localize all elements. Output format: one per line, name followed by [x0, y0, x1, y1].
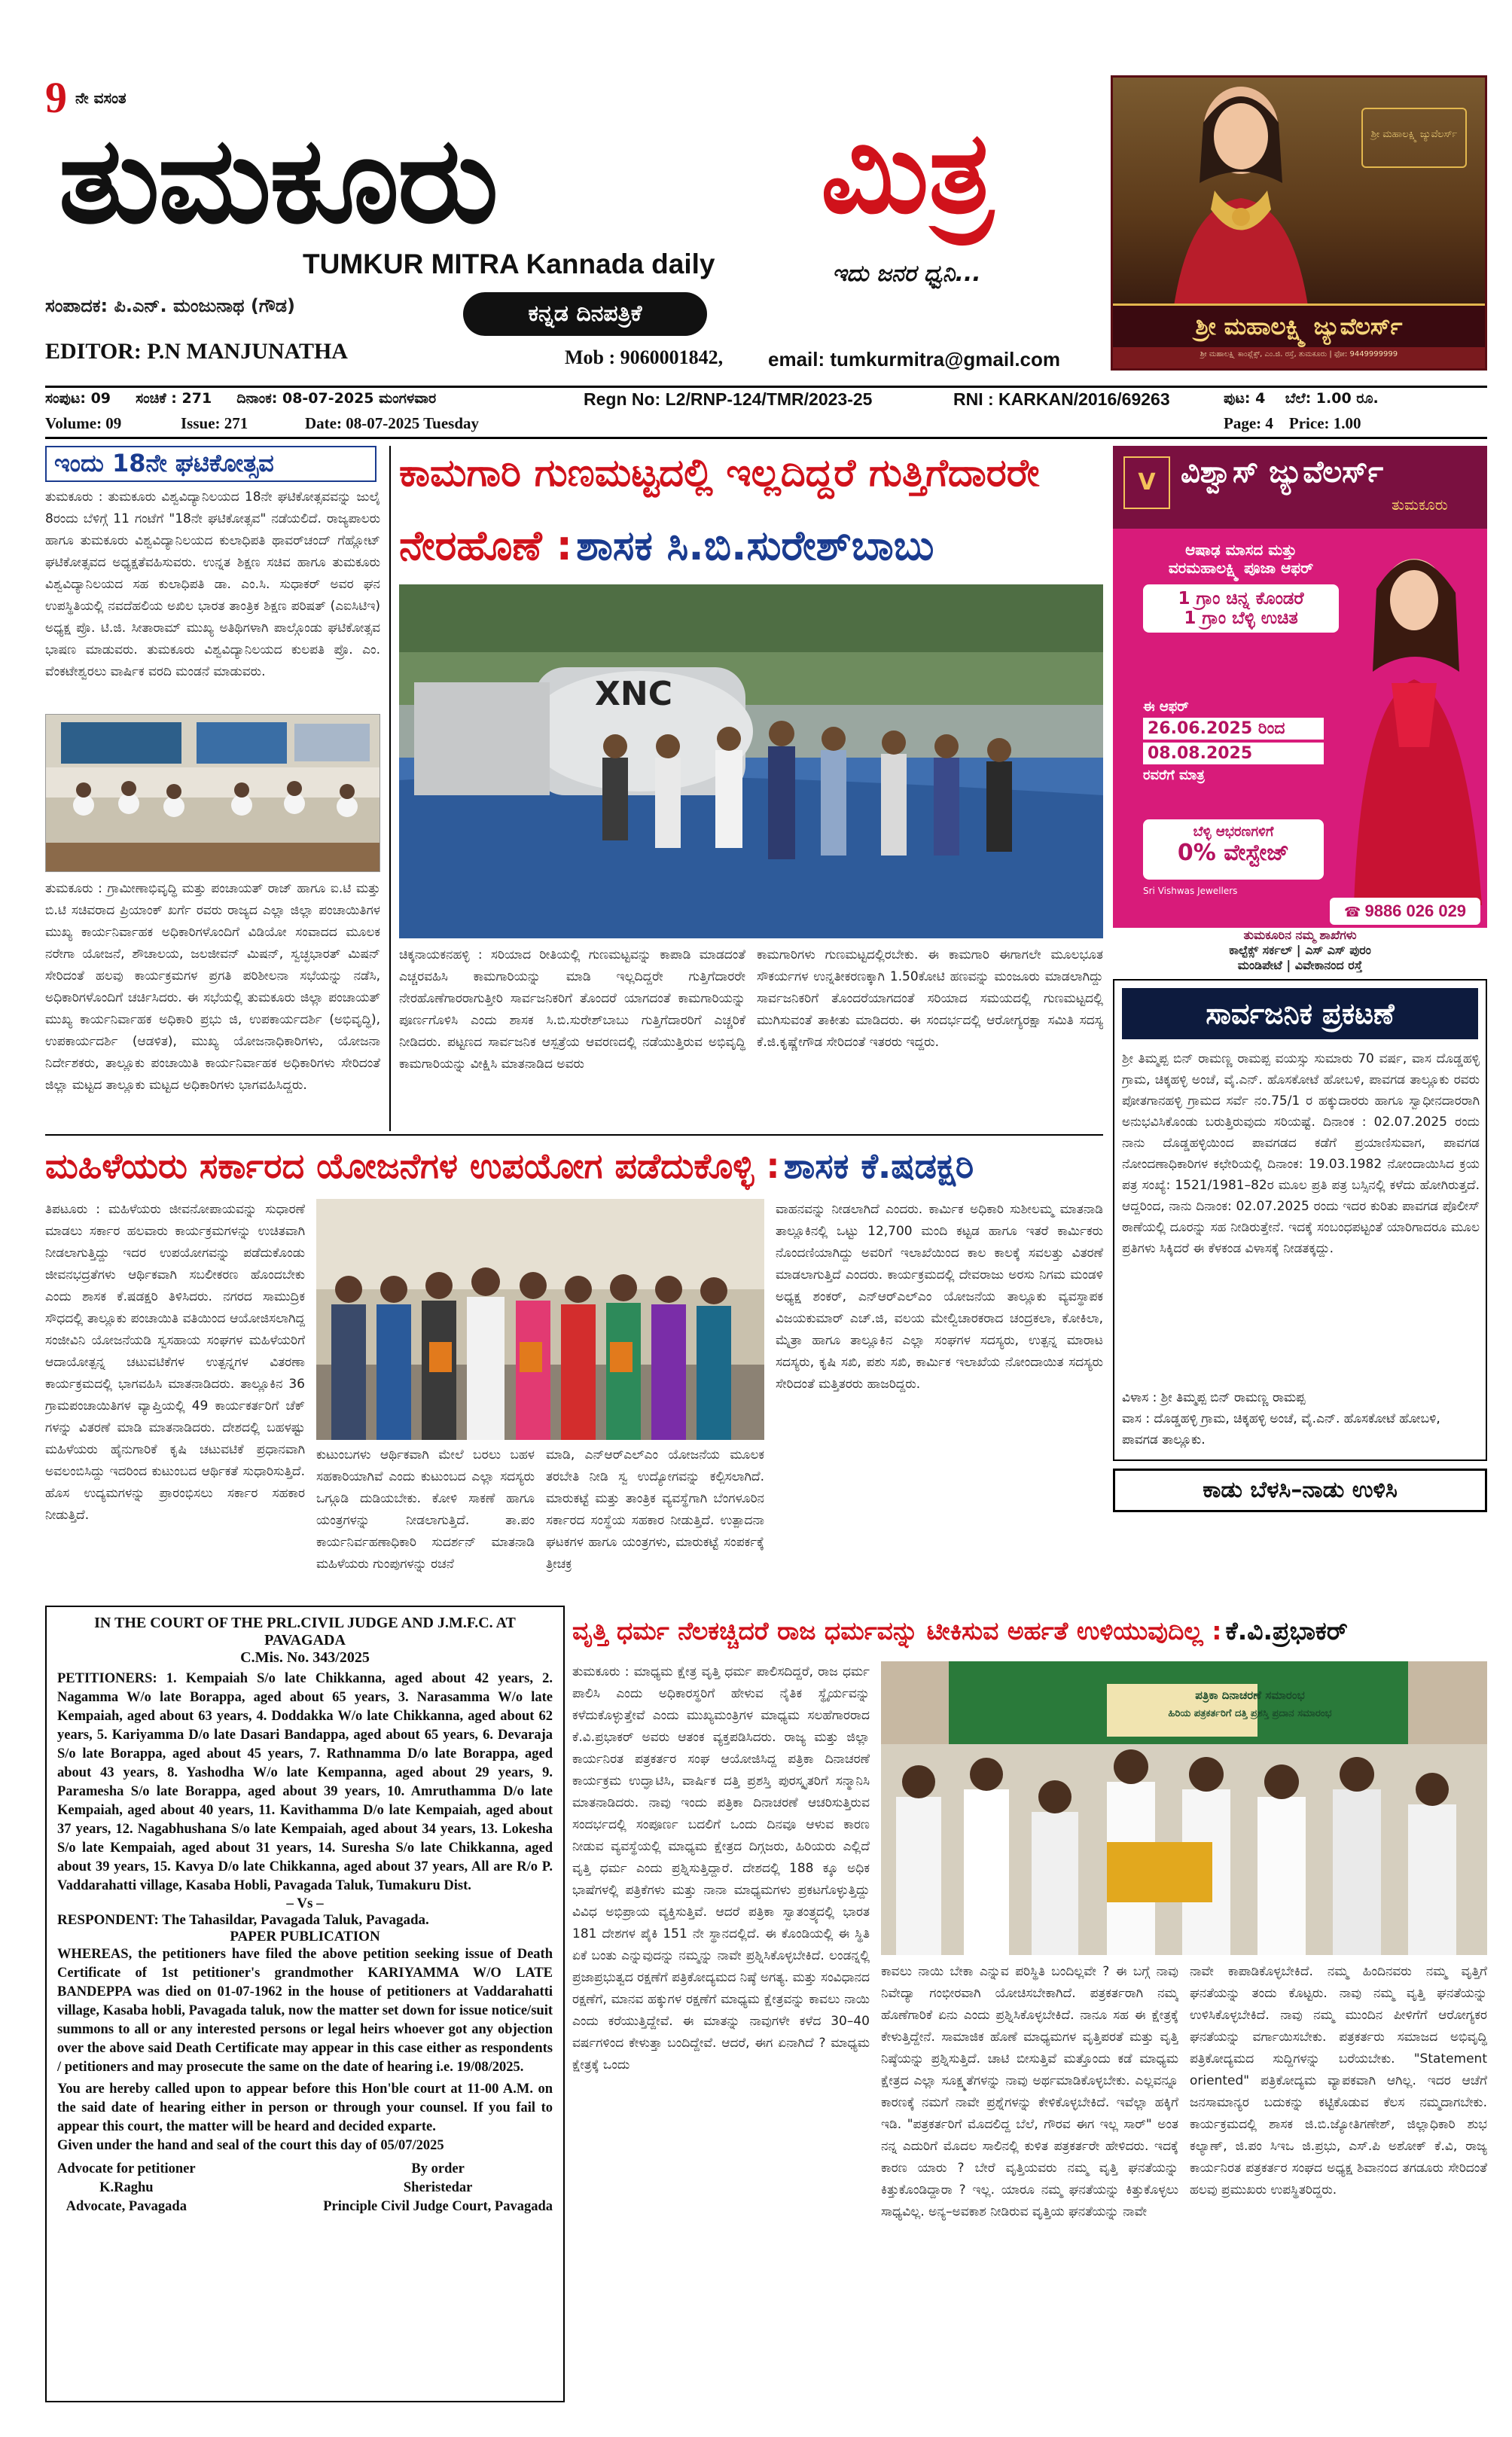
vishwas-offer-big1: 1 ಗ್ರಾಂ ಚಿನ್ನ ಕೊಂಡರೆ [1178, 589, 1304, 608]
story3-photo [316, 1199, 764, 1440]
story2-col1: ಚಿಕ್ಕನಾಯಕನಹಳ್ಳಿ : ಸರಿಯಾದ ರೀತಿಯಲ್ಲಿ ಗುಣಮಟ್ಟವನ್ನು ಕಾಪಾಡಿ ಮಾಡದಂತೆ ಎಚ್ಚರವಹಿಸಿ ಕಾಮಗಾರಿಯನ್ನು ಮಾಡಿ ಇಲ್ಲದಿದ್ದರೇ ಗುತ್ತಿಗೆದಾರರೇ ನೇರಹೊಣೆಗಾರರಾಗುತ್ತೀರಿ ಸಾರ್ವಜನಿಕರಿಗೆ ತೊಂದರೆ ಯಾಗದಂತೆ ಕಾಮಗಾರಿಯನ್ನು ಪೂರ್ಣಗೊಳಿಸಿ ಎಂದು ಶಾಸಕ ಸಿ.ಬಿ.ಸುರೇಶ್‌ಬಾಬು ಗುತ್ತಿಗೆದಾರರಿಗೆ ಎಚ್ಚರಿಕೆ ನೀಡಿದರು. ಪಟ್ಟಣದ ಸಾರ್ವಜನಿಕ ಆಸ್ಪತ್ರೆಯ ಆವರಣದಲ್ಲಿ ನಡೆಯುತ್ತಿರುವ ಅಭಿವೃದ್ಧಿ ಕಾಮಗಾರಿಯನ್ನು ವೀಕ್ಷಿಸಿ ಮಾತನಾಡಿದ ಅವರು [399, 947, 745, 1072]
court-whereas: WHEREAS, the petitioners have filed the above petition seeking issue of Death Certificate of 1st petitioner's grandmother KARIYAMMA W/O LATE BANDEPPA was died on 01-07-1962 in the house of petitioners at Vaddarahatti village, Kasaba hobli, Pavagada taluk, now the matter set down for issue notice/suit summons to all or any interested persons or legal heirs whoever got any objection over the above said Death Certificate may appear in this case either as respondents / petitioners and may prosecute the same on the date of hearing i.e. 19/08/2025. [57, 1947, 553, 2075]
daily-badge [463, 292, 707, 336]
story4-col1: ತುಮಕೂರು : ಮಾಧ್ಯಮ ಕ್ಷೇತ್ರ ವೃತ್ತಿ ಧರ್ಮ ಪಾಲಿಸದಿದ್ದರೆ, ರಾಜ ಧರ್ಮ ಪಾಲಿಸಿ ಎಂದು ಅಧಿಕಾರಸ್ಥರಿಗೆ ಹೇಳುವ ನೈತಿಕ ಸ್ಥೈರ್ಯವನ್ನು ಕಳೆದುಕೊಳ್ಳುತ್ತೇವೆ ಎಂದು ಮುಖ್ಯಮಂತ್ರಿಗಳ ಮಾಧ್ಯಮ ಸಲಹೆಗಾರರಾದ ಕೆ.ವಿ.ಪ್ರಭಾಕರ್ ಅವರು ಆತಂಕ ವ್ಯಕ್ತಪಡಿಸಿದರು. ರಾಜ್ಯ ಮತ್ತು ಜಿಲ್ಲಾ ಕಾರ್ಯನಿರತ ಪತ್ರಕರ್ತರ ಸಂಘ ಆಯೋಜಿಸಿದ್ದ ಪತ್ರಿಕಾ ದಿನಾಚರಣೆ ಕಾರ್ಯಕ್ರಮ ಉದ್ಘಾಟಿಸಿ, ವಾರ್ಷಿಕ ದತ್ತಿ ಪ್ರಶಸ್ತಿ ಪುರಸ್ಕೃತರಿಗೆ ಸನ್ಮಾನಿಸಿ ಮಾತನಾಡಿದರು. ನಾವು ಇಂದು ಪತ್ರಿಕಾ ದಿನಾಚರಣೆ ಆಚರಿಸುತ್ತಿರುವ ಸಂದರ್ಭದಲ್ಲಿ ಸಂಪೂರ್ಣ ಬದಲಿಗೆ ಒಂದು ದಿನವೂ ಆಳುವ ಕಾರಣ ನೀಡುವ ವ್ಯವಸ್ಥೆಯಲ್ಲಿ ಮಾಧ್ಯಮ ಕ್ಷೇತ್ರದ ದಿಗ್ಗಜರು, ಹಿರಿಯರು ಎಲ್ಲಿದೆ ವೃತ್ತಿ ಧರ್ಮ ಎಂದು ಪ್ರಶ್ನಿಸುತ್ತಿದ್ದಾರೆ. ದೇಶದಲ್ಲಿ 188 ಕ್ಕೂ ಅಧಿಕ ಭಾಷೆಗಳಲ್ಲಿ ಪತ್ರಿಕೆಗಳು ಮತ್ತು ನಾನಾ ಮಾಧ್ಯಮಗಳು ಪ್ರಕಟಗೊಳ್ಳುತ್ತಿದ್ದು ವಿವಿಧ ಅಭಿಪ್ರಾಯ ವ್ಯಕ್ತಿಸುತ್ತಿವೆ. ಆದರೆ ಪತ್ರಿಕಾ ಸ್ವಾತಂತ್ರ್ಯದಲ್ಲಿ ಭಾರತ 181 ದೇಶಗಳ ಪೈಕಿ 151 ನೇ ಸ್ಥಾನದಲ್ಲಿದೆ. ಈ ಕೊಂಡಿಯಲ್ಲಿ ಈ ಸ್ಥಿತಿ ಏಕೆ ಬಂತು ಎನ್ನುವುದನ್ನು ನಮ್ಮನ್ನು ನಾವೇ ಪ್ರಶ್ನಿಸಿಕೊಳ್ಳಬೇಕಿದೆ. ಲಂಡನ್ನಲ್ಲಿ ಪ್ರಜಾಪ್ರಭುತ್ವದ ರಕ್ಷಣೆಗೆ ಪತ್ರಿಕೋದ್ಯಮದ ನಿಷ್ಠೆ ಅಗತ್ಯ. ಮತ್ತು ಸಂವಿಧಾನದ ರಕ್ಷಣೆಗೆ, ಮಾನವ ಹಕ್ಕುಗಳ ರಕ್ಷಣೆಗೆ ಮಾಧ್ಯಮ ಕ್ಷೇತ್ರವನ್ನು ಕಾವಲು ನಾಯಿ ಎಂದು ಕರೆಯುತ್ತಿದ್ದೇವೆ. ಈ ಮಾತನ್ನು ನಾವುಗಳೇ ಕಳೆದ 30–40 ವರ್ಷಗಳಿಂದ ಕೇಳುತ್ತಾ ಬಂದಿದ್ದೇವೆ. ಆದರೆ, ಈಗ ಏನಾಗಿದೆ ? ಮಾಧ್ಯಮ ಕ್ಷೇತ್ರಕ್ಕೆ ಒಂದು [572, 1664, 870, 2073]
story2-construction-photo [399, 584, 1103, 938]
court-paper-publication: PAPER PUBLICATION [230, 1929, 380, 1944]
volume-en: Volume: 09 [45, 414, 122, 432]
masthead-title-kannada: ತುಮಕೂರು [59, 111, 497, 250]
court-order-place: Principle Civil Judge Court, Pavagada [323, 2199, 553, 2214]
editor-kannada: ಸಂಪಾದಕ: ಪಿ.ಎನ್. ಮಂಜುನಾಥ (ಗೌಡ) [45, 295, 296, 316]
vishwas-jewellers-ad [1113, 446, 1487, 973]
story1-headline-box [45, 446, 376, 482]
vishwas-offer-line2: ವರಮಹಾಲಕ್ಷ್ಮಿ ಪೂಜಾ ಆಫರ್ [1168, 559, 1314, 577]
story4-headline-b: ಕೆ.ವಿ.ಪ್ರಭಾಕರ್ [1225, 1616, 1348, 1646]
story2-headline-line2 [399, 518, 934, 584]
dateline-top-rule [45, 386, 1487, 388]
court-hereby: You are hereby called upon to appear before this Hon'ble court at 11-00 A.M. on the said date of hearing either in person or through your counsel. If you fail to appear this court, the matter will be heard and decided exparte. [57, 2082, 553, 2134]
ad-address: ಶ್ರೀ ಮಹಾಲಕ್ಷ್ಮಿ ಕಾಂಪ್ಲೆಕ್ಸ್, ಎಂ.ಜಿ. ರಸ್ತೆ, ತುಮಕೂರು | ಫೋ: 9449999999 [1200, 350, 1398, 358]
date-en: Date: 08-07-2025 Tuesday [305, 414, 480, 432]
story4-headline [572, 1606, 1348, 1661]
public-notice-heading-box [1122, 988, 1478, 1039]
meeting-photo-image [46, 715, 380, 872]
edition-number: 9 [45, 73, 67, 122]
public-notice-body: ಶ್ರೀ ತಿಮ್ಮಪ್ಪ ಬಿನ್ ರಾಮಣ್ಣ ರಾಮಪ್ಪ ವಯಸ್ಸು ಸುಮಾರು 70 ವರ್ಷ, ವಾಸ ದೊಡ್ಡಹಳ್ಳಿ ಗ್ರಾಮ, ಚಿಕ್ಕಹಳ್ಳಿ ಅಂಚೆ, ವೈ.ಎನ್. ಹೊಸಕೋಟೆ ಹೋಬಳಿ, ಪಾವಗಡ ತಾಲ್ಲೂಕು ರವರು ಪೋತಗಾನಹಳ್ಳಿ ಗ್ರಾಮದ ಸರ್ವೆ ನಂ.75/1 ರ ಹಕ್ಕುದಾರರು ಹಾಗೂ ಸ್ವಾಧೀನದಾರರಾಗಿ ಅನುಭವಿಸಿಕೊಂಡು ಬರುತ್ತಿರುವುದು ಸರಿಯಷ್ಟೆ. ದಿನಾಂಕ : 02.07.2025 ರಂದು ನಾನು ದೊಡ್ಡಹಳ್ಳಿಯಿಂದ ಪಾವಗಡದ ಕಡೆಗೆ ಪ್ರಯಾಣಿಸುವಾಗ, ಪಾವಗಡ ನೋಂದಣಾಧಿಕಾರಿಗಳ ಕಛೇರಿಯಲ್ಲಿ ದಿನಾಂಕ: 19.03.1982 ನೋಂದಾಯಿಸಿದ ಕ್ರಯ ಪತ್ರ ಸಂಖ್ಯೆ: 1521/1981–82ರ ಮೂಲ ಪ್ರತಿ ಪತ್ರ ಬಸ್ಸಿನಲ್ಲಿ ಕಳೆದು ಹೋಗಿರುತ್ತದೆ. ಆದ್ದರಿಂದ, ನಾನು ದಿನಾಂಕ: 02.07.2025 ರಂದು ಇದರ ಕುರಿತು ಪಾವಗಡ ಪೊಲೀಸ್ ಠಾಣೆಯಲ್ಲಿ ದೂರನ್ನು ಸಹ ನೀಡಿರುತ್ತೇನೆ. ಇದಕ್ಕೆ ಸಂಬಂಧಪಟ್ಟಂತೆ ಯಾರಿಗಾದರೂ ಮೂಲ ಪ್ರತಿಗಳು ಸಿಕ್ಕಿದರೆ ಈ ಕೆಳಕಂಡ ವಿಳಾಸಕ್ಕೆ ನೀಡತಕ್ಕದ್ದು. [1122, 1051, 1480, 1256]
story1-meeting-photo [45, 714, 380, 872]
story3-col2: ಕುಟುಂಬಗಳು ಆರ್ಥಿಕವಾಗಿ ಮೇಲೆ ಬರಲು ಬಹಳ ಸಹಕಾರಿಯಾಗಿವೆ ಎಂದು ಕುಟುಂಬದ ಎಲ್ಲಾ ಸದಸ್ಯರು ಒಗ್ಗೂಡಿ ದುಡಿಯಬೇಕು. ಕೋಳಿ ಸಾಕಣೆ ಹಾಗೂ ಯಂತ್ರಗಳನ್ನು ನೀಡಲಾಗುತ್ತಿದೆ. ತಾ.ಪಂ ಕಾರ್ಯನಿರ್ವಹಣಾಧಿಕಾರಿ ಸುದರ್ಶನ್ ಮಾತನಾಡಿ ಮಹಿಳೆಯರು ಗುಂಪುಗಳನ್ನು ರಚನೆ [316, 1447, 535, 1572]
dateline-bottom-rule [45, 437, 1487, 439]
photo-banner-line2: ಹಿರಿಯ ಪತ್ರಕರ್ತರಿಗೆ ದತ್ತಿ ಪ್ರಶಸ್ತಿ ಪ್ರದಾನ ಸಮಾರಂಭ [1168, 1708, 1332, 1719]
public-notice-address2: ವಾಸ : ದೊಡ್ಡಹಳ್ಳಿ ಗ್ರಾಮ, ಚಿಕ್ಕಹಳ್ಳಿ ಅಂಚೆ, ವೈ.ಎನ್. ಹೊಸಕೋಟೆ ಹೋಬಳಿ, ಪಾವಗಡ ತಾಲ್ಲೂಕು. [1122, 1411, 1440, 1447]
court-title1: IN THE COURT OF THE PRL.CIVIL JUDGE AND J.M.F.C. AT [94, 1615, 516, 1631]
court-signatures [57, 2160, 553, 2216]
story2-headline-line2a: ನೇರಹೊಣೆ : [399, 522, 573, 569]
court-order-block [323, 2160, 553, 2216]
registration-number: Regn No: L2/RNP-124/TMR/2023-25 [584, 389, 873, 409]
vishwas-branches [1113, 928, 1487, 973]
vishwas-offer-box [1143, 541, 1339, 684]
court-case-number: C.Mis. No. 343/2025 [240, 1649, 370, 1666]
page-price-en: Page: 4 Price: 1.00 [1224, 414, 1361, 432]
vishwas-branches-2: ಮಂಡಿಪೇಟೆ | ವಿವೇಕಾನಂದ ರಸ್ತೆ [1237, 958, 1363, 972]
story4-headline-a: ವೃತ್ತಿ ಧರ್ಮ ನೆಲಕಚ್ಚಿದರೆ ರಾಜ ಧರ್ಮವನ್ನು ಟೀಕಿಸುವ ಅರ್ಹತೆ ಉಳಿಯುವುದಿಲ್ಲ : [572, 1616, 1222, 1646]
story1-body2: ತುಮಕೂರು : ಗ್ರಾಮೀಣಾಭಿವೃದ್ಧಿ ಮತ್ತು ಪಂಚಾಯತ್ ರಾಜ್ ಹಾಗೂ ಐ.ಟಿ ಮತ್ತು ಬಿ.ಟಿ ಸಚಿವರಾದ ಪ್ರಿಯಾಂಕ್ ಖರ್ಗೆ ರವರು ರಾಜ್ಯದ ಎಲ್ಲಾ ಜಿಲ್ಲಾ ಪಂಚಾಯಿತಿಗಳ ಮುಖ್ಯ ಕಾರ್ಯನಿರ್ವಾಹಕ ಅಧಿಕಾರಿಗಳೊಂದಿಗೆ ವಿಡಿಯೋ ಸಂವಾದದ ಮೂಲಕ ನರೇಗಾ ಯೋಜನೆ, ಶೌಚಾಲಯ, ಜಲಜೀವನ್ ಮಿಷನ್, ಸ್ವಚ್ಛಭಾರತ್ ಮಿಷನ್ ಸೇರಿದಂತೆ ಹಲವು ಕಾರ್ಯಕ್ರಮಗಳ ಪ್ರಗತಿ ಪರಿಶೀಲನಾ ಸಭೆಯನ್ನು ನಡೆಸಿ, ಅಧಿಕಾರಿಗಳೊಂದಿಗೆ ಚರ್ಚಿಸಿದರು. ಈ ಸಭೆಯಲ್ಲಿ ತುಮಕೂರು ಜಿಲ್ಲಾ ಪಂಚಾಯತ್ ಮುಖ್ಯ ಕಾರ್ಯನಿರ್ವಾಹಕ ಅಧಿಕಾರಿ ಪ್ರಭು ಜಿ, ಉಪಕಾರ್ಯದರ್ಶಿ (ಅಭಿವೃದ್ಧಿ), ಉಪಕಾರ್ಯದರ್ಶಿ (ಆಡಳಿತ), ಮುಖ್ಯ ಯೋಜನಾಧಿಕಾರಿಗಳು, ಯೋಜನಾ ನಿರ್ದೇಶಕರು, ತಾಲ್ಲೂಕು ಪಂಚಾಯಿತಿ ಕಾರ್ಯನಿರ್ವಾಹಕ ಅಧಿಕಾರಿಗಳು ಸೇರಿದಂತೆ ಜಿಲ್ಲಾ ಮಟ್ಟದ ತಾಲ್ಲೂಕು ಮಟ್ಟದ ಅಧಿಕಾರಿಗಳು ಭಾಗವಹಿಸಿದ್ದರು. [45, 881, 380, 1093]
vishwas-period-tail: ರವರೆಗೆ ಮಾತ್ರ [1143, 767, 1205, 783]
vishwas-offer-line1: ಆಷಾಢ ಮಾಸದ ಮತ್ತು [1185, 541, 1297, 559]
vishwas-city: ತುಮಕೂರು [1392, 496, 1448, 514]
page-price-kannada: ಪುಟ: 4 ಬೆಲೆ: 1.00 ರೂ. [1224, 390, 1379, 407]
mobile-number: Mob : 9060001842, [565, 346, 724, 368]
press-day-event-image [881, 1661, 1487, 1955]
vishwas-period-head: ಈ ಆಫರ್ [1143, 699, 1189, 715]
women-program-photo-image [316, 1199, 764, 1440]
ad-logo-text: ಶ್ರೀ ಮಹಾಲಕ್ಷ್ಮಿ ಜ್ಯುವೆಲರ್ಸ್ [1370, 129, 1458, 140]
court-title2: PAVAGADA [264, 1632, 346, 1649]
vishwas-wastage: 0% ವೇಸ್ಟೇಜ್ [1177, 840, 1290, 866]
ad-brand-strip [1113, 303, 1485, 347]
story3-col4: ವಾಹನವನ್ನು ನೀಡಲಾಗಿದೆ ಎಂದರು. ಕಾರ್ಮಿಕ ಅಧಿಕಾರಿ ಸುಶೀಲಮ್ಮ ಮಾತನಾಡಿ ತಾಲ್ಲೂಕಿನಲ್ಲಿ ಒಟ್ಟು 12,700 ಮಂದಿ ಕಟ್ಟಡ ಹಾಗೂ ಇತರೆ ಕಾರ್ಮಿಕರು ನೊಂದಣಿಯಾಗಿದ್ದು ಅವರಿಗೆ ಇಲಾಖೆಯಿಂದ ಕಾಲ ಕಾಲಕ್ಕೆ ಸವಲತ್ತು ವಿತರಣೆ ಮಾಡಲಾಗುತ್ತಿದೆ ಎಂದರು. ಕಾರ್ಯಕ್ರಮದಲ್ಲಿ ದೇವರಾಜು ಅರಸು ನಿಗಮ ಮಂಡಳಿ ಅಧ್ಯಕ್ಷ ಶಂಕರ್, ಎನ್‌ಆರ್‌ಎಲ್‌ಎಂ ಯೋಜನೆಯ ತಾಲ್ಲೂಕು ವ್ಯವಸ್ಥಾಪಕ ವಿಜಯಕುಮಾರ್ ಎಚ್.ಜಿ, ವಲಯ ಮೇಲ್ವಿಚಾರಕರಾದ ಚಂದ್ರಕಲಾ, ಕೋಕಿಲಾ, ಮೈತ್ರಾ ಹಾಗೂ ತಾಲ್ಲೂಕಿನ ಎಲ್ಲಾ ಸಂಘಗಳ ಸದಸ್ಯರು, ಉತ್ಪನ್ನ ಮಾರಾಟ ಸದಸ್ಯರು, ಕೃಷಿ ಸಖಿ, ಪಶು ಸಖಿ, ಕಾರ್ಮಿಕ ಇಲಾಖೆಯ ನೋಂದಾಯಿತ ಸದಸ್ಯರು ಸೇರಿದಂತೆ ಮತ್ತಿತರರು ಹಾಜರಿದ್ದರು. [776, 1202, 1103, 1392]
editor-english: EDITOR: P.N MANJUNATHA [45, 339, 348, 364]
court-given: Given under the hand and seal of the court this day of 05/07/2025 [57, 2138, 444, 2153]
vishwas-small-text: Sri Vishwas Jewellers [1143, 886, 1238, 896]
story3-top-rule [45, 1134, 1103, 1136]
story2-headline-line1: ಕಾಮಗಾರಿ ಗುಣಮಟ್ಟದಲ್ಲಿ ಇಲ್ಲದಿದ್ದರೆ ಗುತ್ತಿಗೆದಾರರೇ [399, 451, 1040, 496]
vishwas-phone: 9886 026 029 [1364, 901, 1467, 920]
svg-text:XNC: XNC [595, 675, 673, 713]
court-advocate-name: K.Raghu [99, 2180, 154, 2195]
court-petitioners: PETITIONERS: 1. Kempaiah S/o late Chikkanna, aged about 42 years, 2. Nagamma W/o late Borappa, aged about 65 years, 3. Narasamma W/o late Kempaiah, aged about 63 years, 4. Doddakka W/o late Chikkanna, aged about 62 years, 5. Kariyamma D/o late Dasari Bandappa, aged about 65 years, 6. Devaraja S/o late Borappa, aged about 45 years, 7. Rathnamma D/o late Borappa, aged about 43 years, 8. Yashodha W/o late Kempanna, aged about 29 years, 9. Paramesha S/o late Borappa, aged about 39 years, 10. Amruthamma D/o late Kempaiah, aged about 40 years, 11. Kavithamma D/o late Kempaiah, aged about 37 years, 12. Nagabhushana S/o late Kempaiah, aged about 34 years, 13. Lokesha S/o late Kempaiah, aged about 31 years, 14. Suresha S/o late Chikkanna, aged about 39 years, 15. Kavya D/o late Chikkanna, aged about 37 years, All are R/o P. Vaddarahatti village, Kasaba Hobli, Pavagada Taluk, Tumakuru Dist. [57, 1671, 553, 1893]
column-rule-1 [389, 446, 391, 1131]
vishwas-date2: 08.08.2025 [1143, 743, 1324, 764]
public-notice [1113, 979, 1487, 1461]
vishwas-offer-badge [1143, 584, 1339, 633]
tagline: ಇದು ಜನರ ಧ್ವನಿ... [832, 261, 981, 287]
story4-col3: ನಾವೇ ಕಾಪಾಡಿಕೊಳ್ಳಬೇಕಿದೆ. ನಮ್ಮ ಹಿಂದಿನವರು ನಮ್ಮ ವೃತ್ತಿಗೆ ಘನತೆಯನ್ನು ತಂದು ಕೊಟ್ಟರು. ನಾವು ನಮ್ಮ ವೃತ್ತಿ ಘನತೆಯನ್ನು ಉಳಿಸಿಕೊಳ್ಳಬೇಕಿದೆ. ನಾವು ನಮ್ಮ ಮುಂದಿನ ಪೀಳಿಗೆಗೆ ಆರೋಗ್ಯಕರ ಘನತೆಯನ್ನು ವರ್ಗಾಯಿಸಬೇಕು. ಪತ್ರಕರ್ತರು ಸಮಾಜದ ಅಭಿವೃದ್ಧಿ ಪತ್ರಿಕೋದ್ಯಮದ ಸುದ್ದಿಗಳನ್ನು ಬರೆಯಬೇಕು. "Statement oriented" ಪತ್ರಿಕೋದ್ಯಮ ವ್ಯಾಪಕವಾಗಿ ಆಗಿಲ್ಲ. ಇದರ ಆಚೆಗೆ ಜನಸಾಮಾನ್ಯರ ಬದುಕನ್ನು ಕಟ್ಟಿಕೊಡುವ ಕೆಲಸ ನಮ್ಮದಾಗಬೇಕು. ಕಾರ್ಯಕ್ರಮದಲ್ಲಿ ಶಾಸಕ ಜಿ.ಬಿ.ಜ್ಯೋತಿಗಣೇಶ್, ಜಿಲ್ಲಾಧಿಕಾರಿ ಶುಭ ಕಲ್ಯಾಣ್, ಜಿ.ಪಂ ಸಿಇಒ ಜಿ.ಪ್ರಭು, ಎಸ್.ಪಿ ಅಶೋಕ್ ಕೆ.ವಿ, ರಾಜ್ಯ ಕಾರ್ಯನಿರತ ಪತ್ರಕರ್ತರ ಸಂಘದ ಅಧ್ಯಕ್ಷ ಶಿವಾನಂದ ತಗಡೂರು ಸೇರಿದಂತೆ ಹಲವು ಪ್ರಮುಖರು ಉಪಸ್ಥಿತರಿದ್ದರು. [1190, 1964, 1487, 2198]
story2-col2: ಕಾಮಗಾರಿಗಳು ಗುಣಮಟ್ಟದಲ್ಲಿರಬೇಕು. ಈ ಕಾಮಗಾರಿ ಈಗಾಗಲೇ ಮೂಲಭೂತ ಸೌಕರ್ಯಗಳ ಉನ್ನತೀಕರಣಕ್ಕಾಗಿ 1.50ಕೋಟಿ ಹಣವನ್ನು ಮಂಜೂರು ಮಾಡಲಾಗಿದ್ದು ಸಾರ್ವಜನಿಕರಿಗೆ ತೊಂದರೆಯಾಗದಂತೆ ಸರಿಯಾದ ಸಮಯದಲ್ಲಿ ಗುಣಮಟ್ಟದಲ್ಲಿ ಮುಗಿಸುವಂತೆ ತಾಕೀತು ಮಾಡಿದರು. ಈ ಸಂದರ್ಭದಲ್ಲಿ ಆರೋಗ್ಯರಕ್ಷಾ ಸಮಿತಿ ಸದಸ್ಯ ಕೆ.ಜಿ.ಕೃಷ್ಣೇಗೌಡ ಸೇರಿದಂತೆ ಇತರರು ಇದ್ದರು. [757, 947, 1103, 1050]
story3-headline-b: ಶಾಸಕ ಕೆ.ಷಡಕ್ಷರಿ [783, 1145, 974, 1186]
model-figure-image [1143, 78, 1339, 311]
rni-number: RNI : KARKAN/2016/69263 [953, 389, 1170, 409]
public-notice-heading: ಸಾರ್ವಜನಿಕ ಪ್ರಕಟಣೆ [1206, 997, 1395, 1030]
construction-photo-image [399, 584, 1103, 938]
daily-badge-label: ಕನ್ನಡ ದಿನಪತ್ರಿಕೆ [528, 300, 642, 327]
contact-email: email: tumkurmitra@gmail.com [768, 348, 1061, 371]
english-title: TUMKUR MITRA Kannada daily [303, 249, 715, 279]
slogan: ಕಾಡು ಬೆಳಸಿ–ನಾಡು ಉಳಿಸಿ [1203, 1477, 1398, 1503]
story3-headline-a: ಮಹಿಳೆಯರು ಸರ್ಕಾರದ ಯೋಜನೆಗಳ ಉಪಯೋಗ ಪಡೆದುಕೊಳ್ಳಿ : [45, 1145, 780, 1186]
court-vs: – Vs – [286, 1896, 324, 1911]
masthead [0, 0, 1107, 377]
masthead-title-mitra: ಮಿತ್ರ [821, 108, 994, 239]
court-notice [45, 1606, 565, 2402]
phone-icon: ☎ [1343, 904, 1361, 920]
court-order-head: By order [411, 2161, 465, 2176]
story4-event-photo [881, 1661, 1487, 1955]
vishwas-wastage-box [1143, 819, 1324, 880]
dateline-kannada: ಸಂಪುಟ: 09 ಸಂಚಿಕೆ : 271 ದಿನಾಂಕ: 08-07-2025 ಮಂಗಳವಾರ [45, 390, 437, 407]
public-notice-address1: ವಿಳಾಸ : ಶ್ರೀ ತಿಮ್ಮಪ್ಪ ಬಿನ್ ರಾಮಣ್ಣ ರಾಮಪ್ಪ [1122, 1390, 1306, 1405]
vishwas-date1: 26.06.2025 ರಿಂದ [1143, 718, 1324, 740]
court-advocate-head: Advocate for petitioner [57, 2161, 196, 2176]
photo-banner-line1: ಪತ್ರಿಕಾ ದಿನಾಚರಣೆ ಸಮಾರಂಭ [1195, 1688, 1305, 1702]
slogan-box [1113, 1469, 1487, 1512]
vishwas-branches-head: ತುಮಕೂರಿನ ನಮ್ಮ ಶಾಖೆಗಳು [1243, 928, 1357, 942]
vishwas-logo: V [1123, 456, 1170, 509]
story2-headline-line2b: ಶಾಸಕ ಸಿ.ಬಿ.ಸುರೇಶ್‌ಬಾಬು [576, 522, 934, 569]
story3-headline [45, 1137, 974, 1203]
vishwas-model-image [1331, 529, 1487, 905]
vishwas-wastage-label: ಬೆಳ್ಳಿ ಆಭರಣಗಳಿಗೆ [1193, 824, 1274, 840]
court-advocate-block [57, 2160, 196, 2216]
ad-brand-name: ಶ್ರೀ ಮಹಾಲಕ್ಷ್ಮಿ ಜ್ಯುವೆಲರ್ಸ್ [1195, 313, 1403, 340]
court-advocate-place: Advocate, Pavagada [66, 2199, 187, 2214]
vishwas-phone-box [1330, 898, 1480, 925]
story4-col2: ಕಾವಲು ನಾಯಿ ಬೇಕಾ ಎನ್ನುವ ಪರಿಸ್ಥಿತಿ ಬಂದಿಲ್ಲವೇ ? ಈ ಬಗ್ಗೆ ನಾವು ನಿವೇದ್ಯಾ ಗಂಭೀರವಾಗಿ ಯೋಚಿಸಬೇಕಾಗಿದೆ. ಪತ್ರಕರ್ತರಾಗಿ ನಮ್ಮ ಹೊಣೆಗಾರಿಕೆ ಏನು ಎಂದು ಪ್ರಶ್ನಿಸಿಕೊಳ್ಳಬೇಕಿದೆ. ನಾನೂ ಸಹ ಈ ಕ್ಷೇತ್ರಕ್ಕೆ ಕೇಳುತ್ತಿದ್ದೇನೆ. ಸಾಮಾಜಿಕ ಹೊಣೆ ಮಾಧ್ಯಮಗಳ ವೃತ್ತಿಪರತೆ ಮತ್ತು ವೃತ್ತಿ ನಿಷ್ಠೆಯನ್ನು ಪ್ರಶ್ನಿಸುತ್ತಿದೆ. ಚಾಟಿ ಬೀಸುತ್ತಿವೆ ಮತ್ತೊಂದು ಕಡೆ ಮಾಧ್ಯಮ ಕ್ಷೇತ್ರದ ಎಲ್ಲಾ ಸೂಕ್ಷ್ಮತೆಗಳನ್ನು ನಾವು ಅರ್ಥಮಾಡಿಕೊಳ್ಳಬೇಕು. ಎಲ್ಲವನ್ನೂ ಕಾರಣಕ್ಕೆ ನಮಗೆ ನಾವೇ ಪ್ರಶ್ನೆಗಳನ್ನು ಕೇಳಿಕೊಳ್ಳಬೇಕಿದೆ. ಇವೆಲ್ಲಾ ಹಕ್ಕಿಗೆ ಇಡಿ. "ಪತ್ರಕರ್ತರಿಗೆ ಮೊದಲಿದ್ದ ಬೆಲೆ, ಗೌರವ ಈಗ ಇಲ್ಲ ಸಾರ್" ಅಂತ ನನ್ನ ಎದುರಿಗೆ ಮೊದಲ ಸಾಲಿನಲ್ಲಿ ಕುಳಿತ ಪತ್ರಕರ್ತರೇ ಹೇಳಿದರು. ಇದಕ್ಕೆ ಕಾರಣ ಯಾರು ? ಬೇರೆ ವೃತ್ತಿಯವರು ನಮ್ಮ ವೃತ್ತಿ ಘನತೆಯನ್ನು ಕಿತ್ತುಕೊಂಡಿದ್ದಾರಾ ? ಇಲ್ಲ. ಯಾರೂ ನಮ್ಮ ಘನತೆಯನ್ನು ಕಿತ್ತುಕೊಳ್ಳಲು ಸಾಧ್ಯವಿಲ್ಲ. ಅನ್ಯ–ಅವಕಾಶ ನೀಡಿರುವ ವೃತ್ತಿಯ ಘನತೆಯನ್ನು ನಾವೇ [881, 1964, 1178, 2219]
story3-col3: ಮಾಡಿ, ಎನ್‌ಆರ್‌ಎಲ್‌ಎಂ ಯೋಜನೆಯ ಮೂಲಕ ತರಬೇತಿ ನೀಡಿ ಸ್ವ ಉದ್ಯೋಗವನ್ನು ಕಲ್ಪಿಸಲಾಗಿದೆ. ಮಾರುಕಟ್ಟೆ ಮತ್ತು ತಾಂತ್ರಿಕ ವ್ಯವಸ್ಥೆಗಾಗಿ ಬೆಂಗಳೂರಿನ ಸರ್ಕಾರದ ಸಂಸ್ಥೆಯ ಸಹಕಾರ ನೀಡುತ್ತಿದೆ. ಉತ್ಪಾದನಾ ಘಟಕಗಳ ಹಾಗೂ ಯಂತ್ರಗಳು, ಮಾರುಕಟ್ಟೆ ಸಂಪರ್ಕಕ್ಕೆ ತ್ರೀಚಕ್ರ [546, 1447, 764, 1572]
vishwas-branches-1: ಕಾಲ್ಟೆಕ್ಸ್ ಸರ್ಕಲ್ | ಎಸ್ ಎಸ್ ಪುರಂ [1229, 943, 1371, 957]
vishwas-period-box [1143, 699, 1324, 812]
story1-headline: ಇಂದು 18ನೇ ಘಟಿಕೋತ್ಸವ [54, 449, 274, 477]
issue-en: Issue: 271 [181, 414, 248, 432]
edition-suffix: ನೇ ವಸಂತ [75, 89, 127, 107]
court-respondent: RESPONDENT: The Tahasildar, Pavagada Taluk, Pavagada. [57, 1912, 429, 1928]
story1-body: ತುಮಕೂರು : ತುಮಕೂರು ವಿಶ್ವವಿದ್ಯಾನಿಲಯದ 18ನೇ ಘಟಿಕೋತ್ಸವವನ್ನು ಜುಲೈ 8ರಂದು ಬೆಳಿಗ್ಗೆ 11 ಗಂಟೆಗೆ "18ನೇ ಘಟಿಕೋತ್ಸವ" ನಡೆಯಲಿದೆ. ರಾಜ್ಯಪಾಲರು ಹಾಗೂ ತುಮಕೂರು ವಿಶ್ವವಿದ್ಯಾನಿಲಯದ ಕುಲಾಧಿಪತಿ ಥಾವರ್‌ಚಂದ್ ಗೆಹ್ಲೋಟ್ ಘಟಿಕೋತ್ಸವದ ಅಧ್ಯಕ್ಷತೆವಹಿಸುವರು. ಉನ್ನತ ಶಿಕ್ಷಣ ಸಚಿವ ಹಾಗೂ ತುಮಕೂರು ವಿಶ್ವವಿದ್ಯಾನಿಲಯದ ಸಹ ಕುಲಾಧಿಪತಿ ಡಾ. ಎಂ.ಸಿ. ಸುಧಾಕರ್ ಅವರ ಘನ ಉಪಸ್ಥಿತಿಯಲ್ಲಿ ನವದೆಹಲಿಯ ಅಖಿಲ ಭಾರತ ತಾಂತ್ರಿಕ ಶಿಕ್ಷಣ ಪರಿಷತ್ (ಎಐಸಿಟಿಇ) ಅಧ್ಯಕ್ಷ ಪ್ರೊ. ಟಿ.ಜಿ. ಸೀತಾರಾಮ್ ಮುಖ್ಯ ಅತಿಥಿಗಳಾಗಿ ಪಾಲ್ಗೊಂಡು ಘಟಿಕೋತ್ಸವ ಭಾಷಣ ಮಾಡುವರು. ತುಮಕೂರು ವಿಶ್ವವಿದ್ಯಾನಿಲಯದ ಕುಲಪತಿ ಪ್ರೊ. ಎಂ. ವೆಂಕಟೇಶ್ವರಲು ವಾರ್ಷಿಕ ವರದಿ ಮಂಡನೆ ಮಾಡುವರು. [45, 490, 380, 679]
story3-col1: ತಿಪಟೂರು : ಮಹಿಳೆಯರು ಜೀವನೋಪಾಯವನ್ನು ಸುಧಾರಣೆ ಮಾಡಲು ಸರ್ಕಾರ ಹಲವಾರು ಕಾರ್ಯಕ್ರಮಗಳನ್ನು ಉಚಿತವಾಗಿ ನೀಡಲಾಗುತ್ತಿದ್ದು ಇದರ ಉಪಯೋಗವನ್ನು ಪಡೆದುಕೊಂಡು ಜೀವನಭದ್ರತೆಗಳು ಆರ್ಥಿಕವಾಗಿ ಸಬಲೀಕರಣ ಹೊಂದಬೇಕು ಎಂದು ಶಾಸಕ ಕೆ.ಷಡಕ್ಷರಿ ತಿಳಿಸಿದರು. ನಗರದ ಸಾಮುದ್ರಿಕ ಸೌಧದಲ್ಲಿ ತಾಲ್ಲೂಕು ಪಂಚಾಯಿತಿ ವತಿಯಿಂದ ಆಯೋಜಿಸಲಾಗಿದ್ದ ಸಂಜೀವಿನಿ ಯೋಜನೆಯಡಿ ಸ್ವಸಹಾಯ ಸಂಘಗಳ ಮಹಿಳೆಯರಿಗೆ ಆದಾಯೋತ್ಪನ್ನ ಚಟುವಟಿಕೆಗಳ ಉತ್ಪನ್ನಗಳ ವಿತರಣಾ ಕಾರ್ಯಕ್ರಮದಲ್ಲಿ ಭಾಗವಹಿಸಿ ಮಾತನಾಡಿದರು. ತಾಲ್ಲೂಕಿನ 36 ಗ್ರಾಮಪಂಚಾಯಿತಿಗಳ ವ್ಯಾಪ್ತಿಯಲ್ಲಿ 49 ಕಾರ್ಯಕರ್ತರಿಗೆ ಚೆಕ್ ಗಳನ್ನು ವಿತರಣೆ ಮಾಡಿ ಮಾತನಾಡಿದರು. ದೇಶದಲ್ಲಿ ಬಹಳಷ್ಟು ಮಹಿಳೆಯರು ಹೈನುಗಾರಿಕೆ ಕೃಷಿ ಚಟುವಟಿಕೆ ಪ್ರಧಾನವಾಗಿ ಅವಲಂಬಿಸಿದ್ದು ಇದರಿಂದ ಕುಟುಂಬದ ಆರ್ಥಿಕತೆ ಸುಧಾರಿಸುತ್ತಿದೆ. ಹೊಸ ಉದ್ಯಮಗಳನ್ನು ಪ್ರಾರಂಭಿಸಲು ಸರ್ಕಾರ ಸಹಕಾರ ನೀಡುತ್ತಿದೆ. [45, 1202, 305, 1523]
mahalakshmi-jewellers-ad [1111, 75, 1487, 371]
vishwas-brand: ವಿಶ್ವಾಸ್ ಜ್ಯುವೆಲರ್ಸ್ [1181, 455, 1384, 490]
court-order-name: Sheristedar [403, 2180, 473, 2195]
ad-logo-box [1361, 108, 1467, 168]
vishwas-offer-big2: 1 ಗ್ರಾಂ ಬೆಳ್ಳಿ ಉಚಿತ [1184, 608, 1298, 628]
